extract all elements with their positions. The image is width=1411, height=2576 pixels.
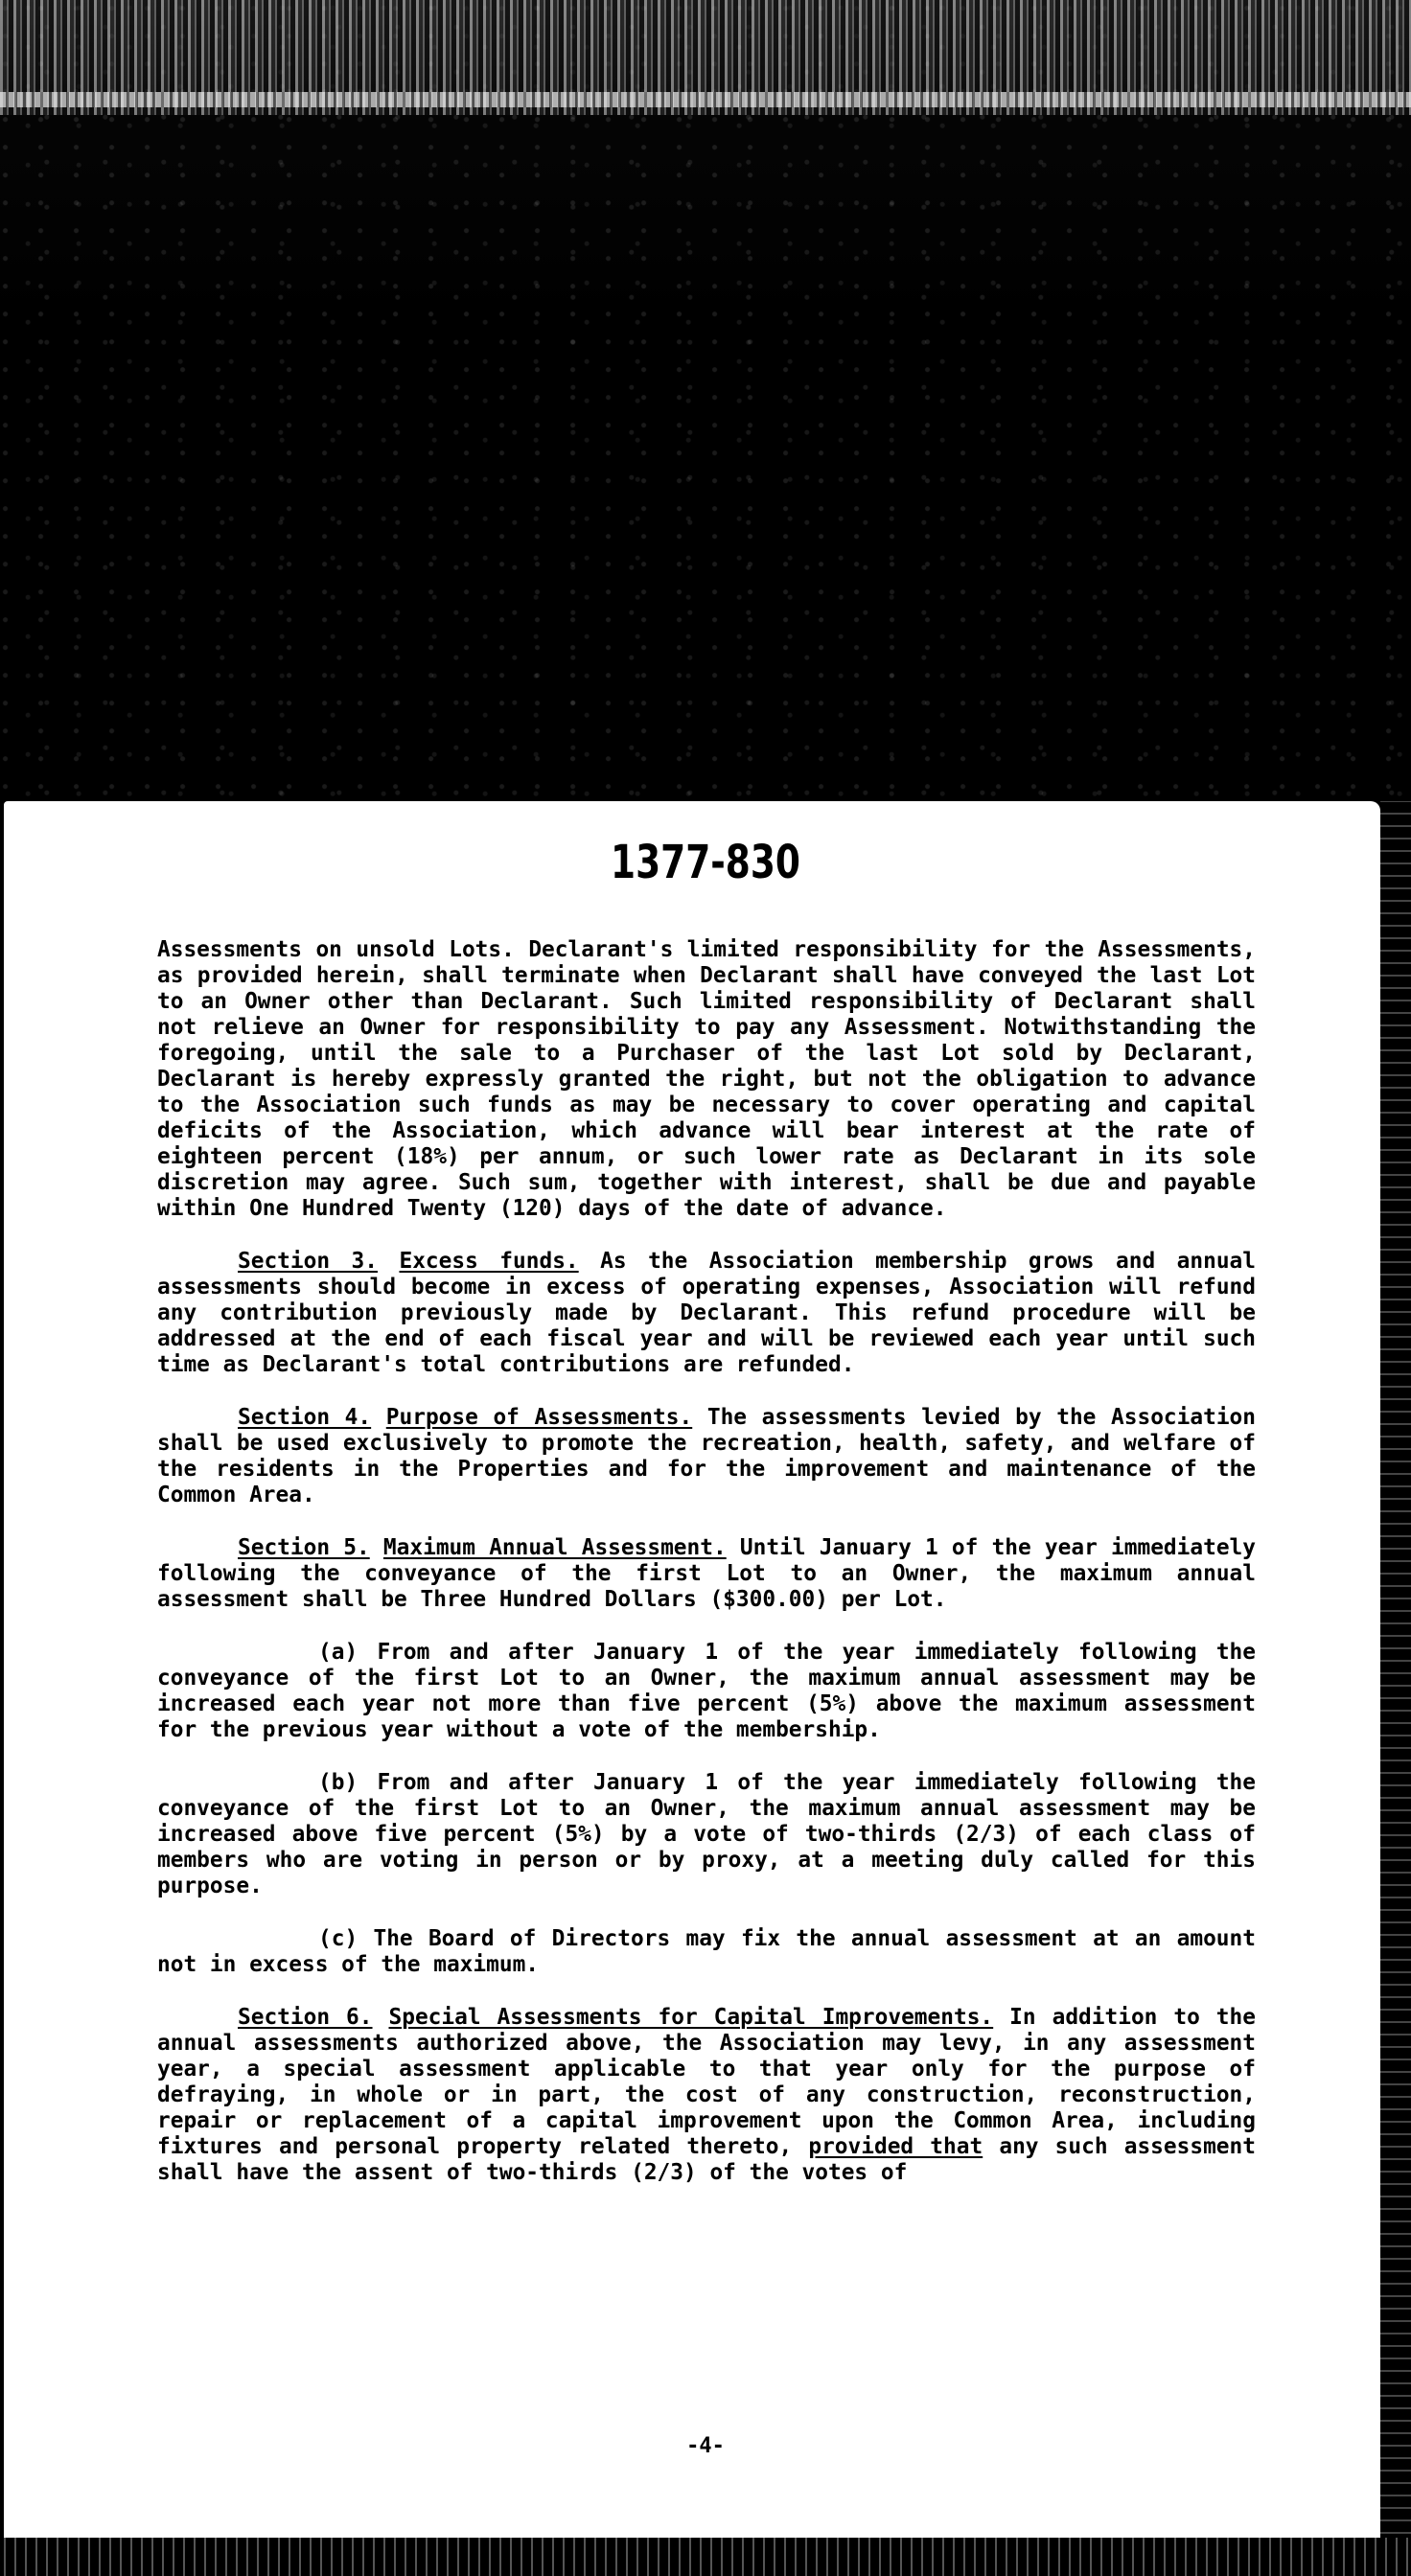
section-6-title: Special Assessments for Capital Improvements. bbox=[388, 2005, 994, 2030]
section-5-paragraph bbox=[157, 1535, 1256, 1613]
section-6-number: Section 6. bbox=[238, 2005, 373, 2030]
section-4-title: Purpose of Assessments. bbox=[385, 1405, 693, 1430]
scan-noise-bottom bbox=[0, 2538, 1411, 2576]
section-5-subparagraph-a: (a) From and after January 1 of the year immediately following the conveyance of the first Lot to an Owner, the maximum annual assessment may be increased each year not more than five percent (5%) above the maximum assessment for the previous year without a vote of the membership. bbox=[157, 1640, 1256, 1742]
section-3-title: Excess funds. bbox=[399, 1249, 579, 1274]
section-4-number: Section 4. bbox=[238, 1405, 372, 1430]
section-6-text-after: any such assessment shall have the assent of two-thirds (2/3) of the votes of bbox=[157, 2134, 1256, 2185]
section-5-title: Maximum Annual Assessment. bbox=[382, 1535, 727, 1560]
scan-dark-background bbox=[0, 0, 1411, 805]
section-5-text: Until January 1 of the year immediately following the conveyance of the first Lot to an Owner, the maximum annual assessment shall be Three Hundred Dollars ($300.00) per Lot. bbox=[157, 1535, 1256, 1612]
section-3-number: Section 3. bbox=[238, 1249, 378, 1274]
intro-paragraph: Assessments on unsold Lots. Declarant's limited responsibility for the Assessments, as provided herein, shall terminate when Declarant shall have conveyed the last Lot to an Owner other than Declarant. Such limited responsibility of Declarant shall not relieve an Owner for responsibility to pay any Assessment. Notwithstanding the foregoing, until the sale to a Purchaser of the last Lot sold by Declarant, Declarant is hereby expressly granted the right, but not the obligation to advance to the Association such funds as may be necessary to cover operating and capital deficits of the Association, which advance will bear interest at the rate of eighteen percent (18%) per annum, or such lower rate as Declarant in its sole discretion may agree. Such sum, together with interest, shall be due and payable within One Hundred Twenty (120) days of the date of advance. bbox=[157, 937, 1256, 1221]
scan-noise-right bbox=[1380, 801, 1411, 2576]
section-4-text: The assessments levied by the Association shall be used exclusively to promote the recreation, health, safety, and welfare of the residents in the Properties and for the improvement and maintenance of the Common Area. bbox=[157, 1405, 1256, 1507]
section-5-subparagraph-c: (c) The Board of Directors may fix the annual assessment at an amount not in excess of the maximum. bbox=[157, 1926, 1256, 1977]
section-6-paragraph bbox=[157, 2005, 1256, 2186]
section-5-subparagraph-b: (b) From and after January 1 of the year immediately following the conveyance of the first Lot to an Owner, the maximum annual assessment may be increased above five percent (5%) by a vote of two-thirds (2/3) of each class of members who are voting in person or by proxy, at a meeting duly called for this purpose. bbox=[157, 1770, 1256, 1898]
section-5-number: Section 5. bbox=[238, 1535, 370, 1560]
section-3-text: As the Association membership grows and annual assessments should become in excess of operating expenses, Association will refund any contribution previously made by Declarant. This refund procedure will be addressed at the end of each fiscal year and will be reviewed each year until such time as Declarant's total contributions are refunded. bbox=[157, 1249, 1256, 1377]
page-number-footer: -4- bbox=[686, 2434, 725, 2458]
section-4-paragraph bbox=[157, 1405, 1256, 1508]
section-6-text-before: In addition to the annual assessments authorized above, the Association may levy, in any assessment year, a special assessment applicable to that year only for the purpose of defraying, in whole or in part, the cost of any construction, reconstruction, repair or replacement of a capital improvement upon the Common Area, including fixtures and personal property related thereto, bbox=[157, 2005, 1256, 2159]
section-6-provided-that: provided that bbox=[808, 2134, 983, 2159]
scan-edge-line bbox=[0, 92, 1411, 107]
document-header-number: 1377-830 bbox=[611, 836, 800, 889]
section-3-paragraph bbox=[157, 1249, 1256, 1378]
document-body bbox=[157, 937, 1256, 2213]
